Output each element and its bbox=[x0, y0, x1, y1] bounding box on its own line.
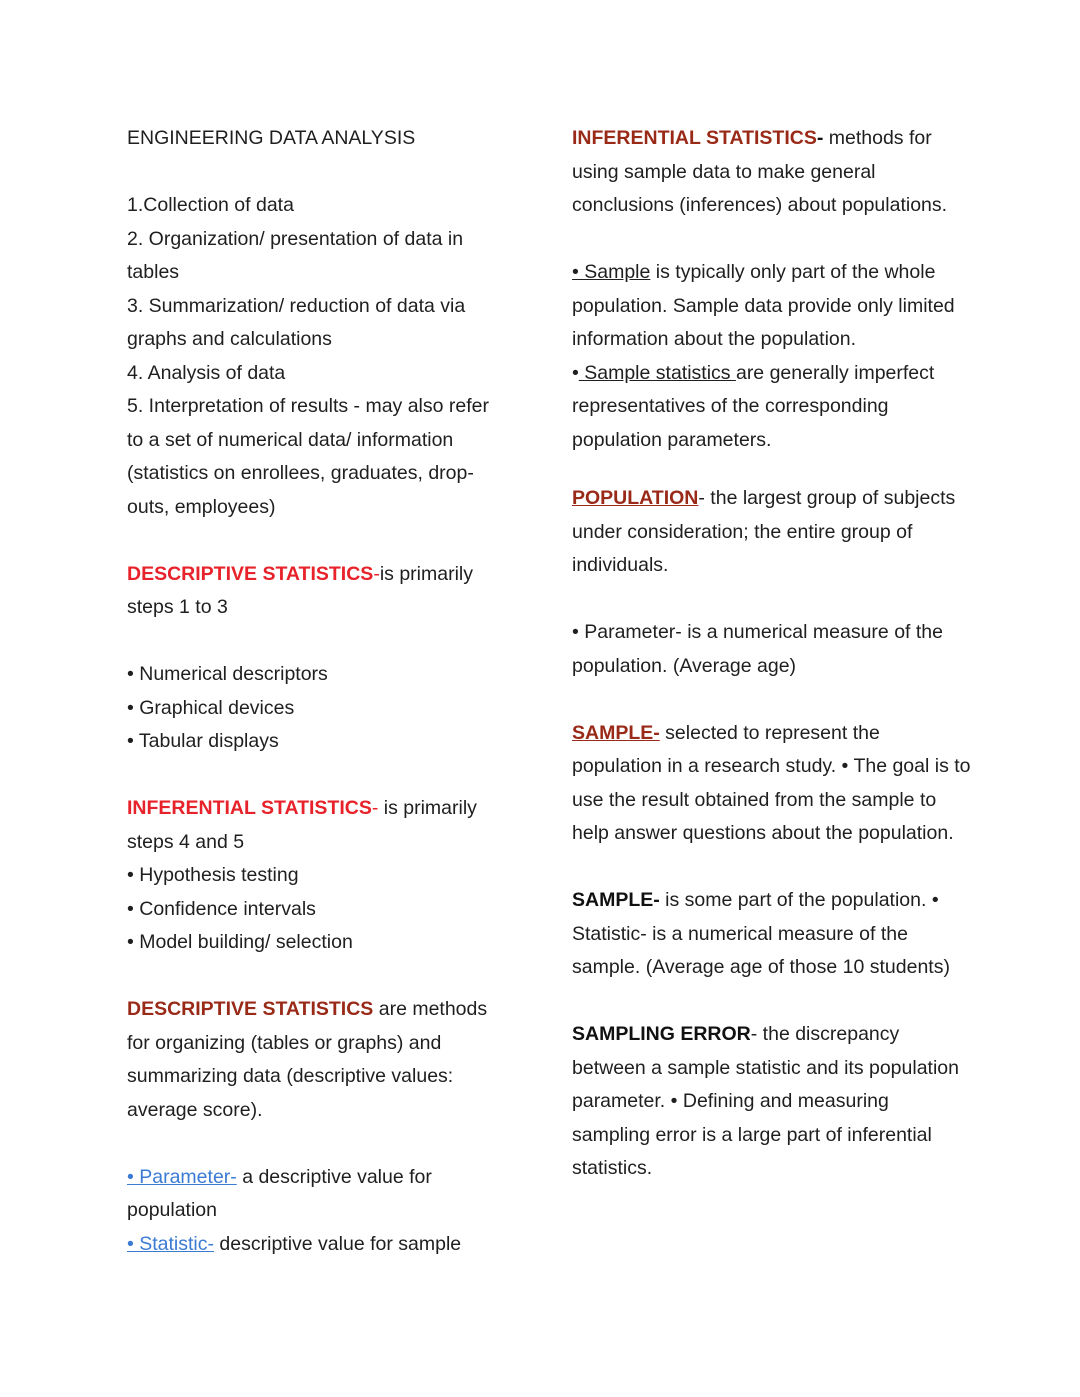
population-term: POPULATION bbox=[572, 487, 699, 509]
step-4: 4. Analysis of data bbox=[127, 361, 286, 384]
bullet-hypothesis-testing: • Hypothesis testing bbox=[127, 864, 299, 886]
sample-term-2: SAMPLE- bbox=[572, 889, 660, 911]
parameter-note: • Parameter- is a numerical measure of the population. (Average age) bbox=[572, 621, 943, 677]
sample-definition-2: SAMPLE- is some part of the population. • Statistic- is a numerical measure of the sample. (Average age of those 10 students) bbox=[572, 889, 950, 978]
step-2: 2. Organization/ presentation of data in tables bbox=[127, 227, 464, 283]
bullet-model-building: • Model building/ selection bbox=[127, 931, 353, 953]
sampling-error-definition: SAMPLING ERROR- the discrepancy between a sample statistic and its population parameter. • Defining and measuring sampling error is a large part of inferential statistics. bbox=[572, 1023, 959, 1179]
step-5: 5. Interpretation of results - may also refer to a set of numerical data/ information (statistics on enrollees, graduates, drop-outs, employees) bbox=[127, 395, 489, 518]
step-3: 3. Summarization/ reduction of data via graphs and calculations bbox=[127, 294, 466, 350]
sampling-error-term: SAMPLING ERROR bbox=[572, 1023, 751, 1045]
descriptive-statistics-definition: DESCRIPTIVE STATISTICS are methods for organizing (tables or graphs) and summarizing data (descriptive values: average score). bbox=[127, 998, 488, 1121]
descriptive-statistics-intro: DESCRIPTIVE STATISTICS-is primarily steps 1 to 3 bbox=[127, 562, 473, 618]
left-column bbox=[127, 122, 507, 1261]
sample-term-1: SAMPLE- bbox=[572, 721, 660, 744]
inferential-statistics-term: INFERENTIAL STATISTICS bbox=[127, 797, 372, 819]
bullet-confidence-intervals: • Confidence intervals bbox=[127, 897, 316, 920]
population-definition: POPULATION- the largest group of subjects under consideration; the entire group of individuals. bbox=[572, 487, 956, 576]
inferential-statistics-definition: INFERENTIAL STATISTICS- methods for using sample data to make general conclusions (inferences) about populations. bbox=[572, 127, 948, 216]
bullet-numerical-descriptors: • Numerical descriptors bbox=[127, 663, 328, 685]
parameter-link[interactable]: • Parameter- bbox=[127, 1165, 237, 1188]
descriptive-statistics-term: DESCRIPTIVE STATISTICS bbox=[127, 562, 374, 585]
right-column bbox=[572, 122, 972, 1186]
sample-note: • Sample is typically only part of the whole population. Sample data provide only limited information about the population. bbox=[572, 261, 955, 350]
step-1: 1.Collection of data bbox=[127, 194, 294, 216]
sample-definition-1: SAMPLE- selected to represent the population in a research study. • The goal is to use the result obtained from the sample to help answer questions about the population. bbox=[572, 721, 971, 844]
descriptive-statistics-term-2: DESCRIPTIVE STATISTICS bbox=[127, 998, 374, 1020]
statistic-definition: • Statistic- descriptive value for sample bbox=[127, 1232, 462, 1255]
sample-statistics-term: Sample statistics bbox=[578, 361, 736, 384]
inferential-statistics-intro: INFERENTIAL STATISTICS- is primarily steps 4 and 5 bbox=[127, 797, 477, 853]
inferential-statistics-term-2: INFERENTIAL STATISTICS bbox=[572, 127, 817, 149]
bullet-tabular-displays: • Tabular displays bbox=[127, 730, 279, 752]
sample-statistics-note: • Sample statistics are generally imperfect representatives of the corresponding population parameters. bbox=[572, 361, 935, 451]
bullet-graphical-devices: • Graphical devices bbox=[127, 696, 295, 719]
sample-term: • Sample bbox=[572, 261, 651, 283]
statistic-link[interactable]: • Statistic- bbox=[127, 1232, 215, 1255]
document-title: ENGINEERING DATA ANALYSIS bbox=[127, 127, 416, 149]
parameter-definition: • Parameter- a descriptive value for population bbox=[127, 1165, 432, 1221]
